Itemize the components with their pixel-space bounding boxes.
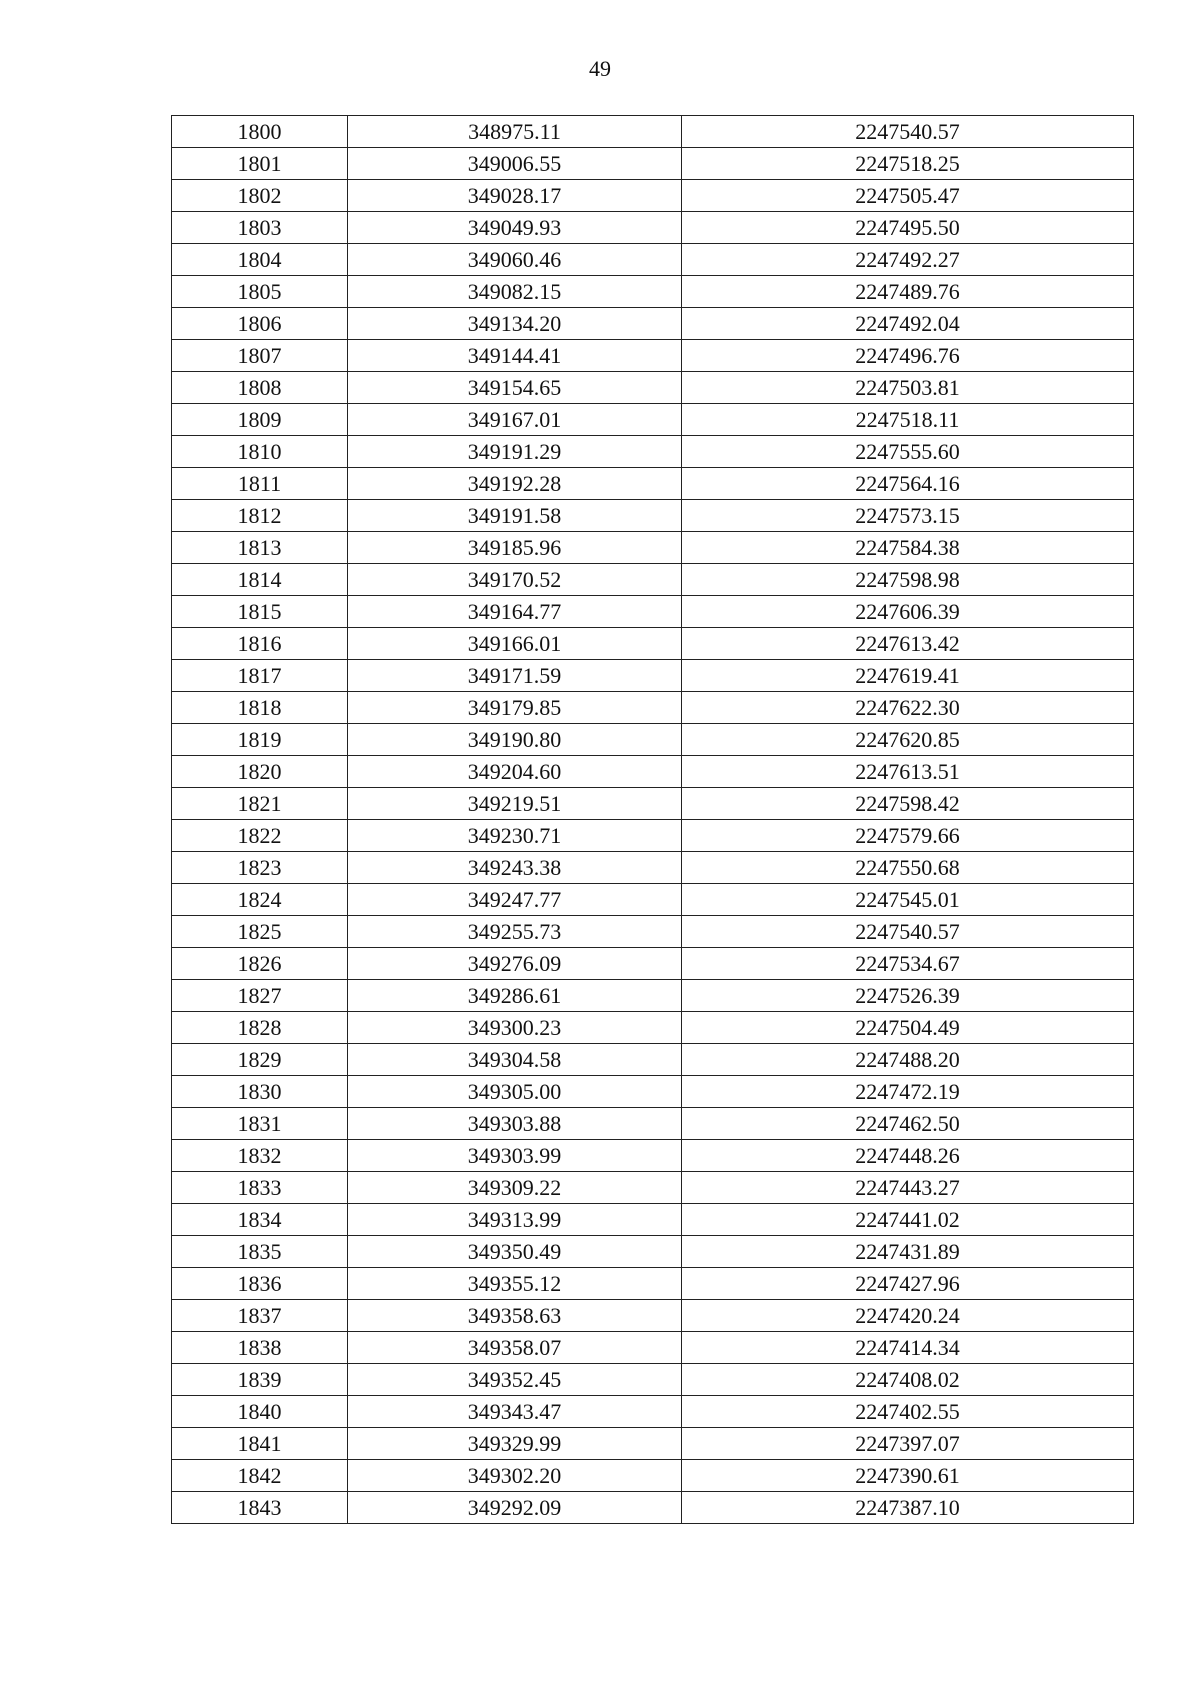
table-row (172, 1300, 1134, 1332)
point-number-cell: 1815 (172, 596, 348, 628)
point-number-cell: 1810 (172, 436, 348, 468)
y-coordinate-cell: 2247540.57 (682, 916, 1134, 948)
x-coordinate-cell: 349302.20 (348, 1460, 682, 1492)
point-number-cell: 1805 (172, 276, 348, 308)
y-coordinate-cell: 2247408.02 (682, 1364, 1134, 1396)
point-number-cell: 1811 (172, 468, 348, 500)
point-number-cell: 1834 (172, 1204, 348, 1236)
table-row (172, 1236, 1134, 1268)
y-coordinate-cell: 2247488.20 (682, 1044, 1134, 1076)
y-coordinate-cell: 2247540.57 (682, 116, 1134, 148)
x-coordinate-cell: 349191.29 (348, 436, 682, 468)
table-row (172, 1332, 1134, 1364)
table-row (172, 788, 1134, 820)
x-coordinate-cell: 349171.59 (348, 660, 682, 692)
y-coordinate-cell: 2247420.24 (682, 1300, 1134, 1332)
table-row (172, 1460, 1134, 1492)
x-coordinate-cell: 349355.12 (348, 1268, 682, 1300)
x-coordinate-cell: 349179.85 (348, 692, 682, 724)
y-coordinate-cell: 2247492.27 (682, 244, 1134, 276)
point-number-cell: 1821 (172, 788, 348, 820)
table-row (172, 276, 1134, 308)
point-number-cell: 1814 (172, 564, 348, 596)
x-coordinate-cell: 349305.00 (348, 1076, 682, 1108)
table-row (172, 1044, 1134, 1076)
y-coordinate-cell: 2247518.25 (682, 148, 1134, 180)
coordinates-table-body (172, 116, 1134, 1524)
x-coordinate-cell: 349191.58 (348, 500, 682, 532)
y-coordinate-cell: 2247606.39 (682, 596, 1134, 628)
table-row (172, 1268, 1134, 1300)
y-coordinate-cell: 2247489.76 (682, 276, 1134, 308)
table-row (172, 660, 1134, 692)
x-coordinate-cell: 349309.22 (348, 1172, 682, 1204)
point-number-cell: 1837 (172, 1300, 348, 1332)
point-number-cell: 1824 (172, 884, 348, 916)
table-row (172, 116, 1134, 148)
table-row (172, 212, 1134, 244)
table-row (172, 1396, 1134, 1428)
x-coordinate-cell: 349286.61 (348, 980, 682, 1012)
table-row (172, 1076, 1134, 1108)
x-coordinate-cell: 349154.65 (348, 372, 682, 404)
y-coordinate-cell: 2247441.02 (682, 1204, 1134, 1236)
point-number-cell: 1828 (172, 1012, 348, 1044)
table-row (172, 148, 1134, 180)
y-coordinate-cell: 2247390.61 (682, 1460, 1134, 1492)
x-coordinate-cell: 349329.99 (348, 1428, 682, 1460)
point-number-cell: 1838 (172, 1332, 348, 1364)
table-row (172, 180, 1134, 212)
table-row (172, 1108, 1134, 1140)
point-number-cell: 1806 (172, 308, 348, 340)
point-number-cell: 1809 (172, 404, 348, 436)
y-coordinate-cell: 2247518.11 (682, 404, 1134, 436)
y-coordinate-cell: 2247526.39 (682, 980, 1134, 1012)
x-coordinate-cell: 349166.01 (348, 628, 682, 660)
table-row (172, 500, 1134, 532)
point-number-cell: 1842 (172, 1460, 348, 1492)
point-number-cell: 1843 (172, 1492, 348, 1524)
y-coordinate-cell: 2247619.41 (682, 660, 1134, 692)
point-number-cell: 1827 (172, 980, 348, 1012)
point-number-cell: 1808 (172, 372, 348, 404)
x-coordinate-cell: 349276.09 (348, 948, 682, 980)
x-coordinate-cell: 349230.71 (348, 820, 682, 852)
y-coordinate-cell: 2247545.01 (682, 884, 1134, 916)
table-row (172, 820, 1134, 852)
table-row (172, 884, 1134, 916)
point-number-cell: 1823 (172, 852, 348, 884)
table-row (172, 628, 1134, 660)
y-coordinate-cell: 2247472.19 (682, 1076, 1134, 1108)
x-coordinate-cell: 349185.96 (348, 532, 682, 564)
point-number-cell: 1817 (172, 660, 348, 692)
table-row (172, 308, 1134, 340)
point-number-cell: 1831 (172, 1108, 348, 1140)
point-number-cell: 1818 (172, 692, 348, 724)
page-number: 49 (589, 56, 611, 81)
y-coordinate-cell: 2247462.50 (682, 1108, 1134, 1140)
point-number-cell: 1801 (172, 148, 348, 180)
table-row (172, 692, 1134, 724)
x-coordinate-cell: 349352.45 (348, 1364, 682, 1396)
point-number-cell: 1816 (172, 628, 348, 660)
y-coordinate-cell: 2247495.50 (682, 212, 1134, 244)
point-number-cell: 1803 (172, 212, 348, 244)
x-coordinate-cell: 349243.38 (348, 852, 682, 884)
point-number-cell: 1829 (172, 1044, 348, 1076)
y-coordinate-cell: 2247492.04 (682, 308, 1134, 340)
table-row (172, 1140, 1134, 1172)
x-coordinate-cell: 348975.11 (348, 116, 682, 148)
y-coordinate-cell: 2247504.49 (682, 1012, 1134, 1044)
x-coordinate-cell: 349292.09 (348, 1492, 682, 1524)
y-coordinate-cell: 2247622.30 (682, 692, 1134, 724)
point-number-cell: 1839 (172, 1364, 348, 1396)
table-row (172, 1492, 1134, 1524)
table-row (172, 596, 1134, 628)
table-row (172, 1012, 1134, 1044)
y-coordinate-cell: 2247503.81 (682, 372, 1134, 404)
table-row (172, 1204, 1134, 1236)
y-coordinate-cell: 2247564.16 (682, 468, 1134, 500)
x-coordinate-cell: 349144.41 (348, 340, 682, 372)
y-coordinate-cell: 2247505.47 (682, 180, 1134, 212)
x-coordinate-cell: 349170.52 (348, 564, 682, 596)
x-coordinate-cell: 349303.99 (348, 1140, 682, 1172)
point-number-cell: 1835 (172, 1236, 348, 1268)
point-number-cell: 1802 (172, 180, 348, 212)
x-coordinate-cell: 349219.51 (348, 788, 682, 820)
y-coordinate-cell: 2247534.67 (682, 948, 1134, 980)
x-coordinate-cell: 349082.15 (348, 276, 682, 308)
x-coordinate-cell: 349358.07 (348, 1332, 682, 1364)
point-number-cell: 1800 (172, 116, 348, 148)
y-coordinate-cell: 2247496.76 (682, 340, 1134, 372)
table-row (172, 948, 1134, 980)
x-coordinate-cell: 349060.46 (348, 244, 682, 276)
table-row (172, 1428, 1134, 1460)
point-number-cell: 1820 (172, 756, 348, 788)
x-coordinate-cell: 349167.01 (348, 404, 682, 436)
y-coordinate-cell: 2247620.85 (682, 724, 1134, 756)
point-number-cell: 1822 (172, 820, 348, 852)
x-coordinate-cell: 349303.88 (348, 1108, 682, 1140)
x-coordinate-cell: 349343.47 (348, 1396, 682, 1428)
point-number-cell: 1830 (172, 1076, 348, 1108)
x-coordinate-cell: 349190.80 (348, 724, 682, 756)
y-coordinate-cell: 2247402.55 (682, 1396, 1134, 1428)
point-number-cell: 1833 (172, 1172, 348, 1204)
point-number-cell: 1841 (172, 1428, 348, 1460)
table-row (172, 724, 1134, 756)
point-number-cell: 1804 (172, 244, 348, 276)
point-number-cell: 1836 (172, 1268, 348, 1300)
table-row (172, 340, 1134, 372)
x-coordinate-cell: 349350.49 (348, 1236, 682, 1268)
table-row (172, 532, 1134, 564)
point-number-cell: 1826 (172, 948, 348, 980)
point-number-cell: 1813 (172, 532, 348, 564)
table-row (172, 404, 1134, 436)
y-coordinate-cell: 2247387.10 (682, 1492, 1134, 1524)
point-number-cell: 1832 (172, 1140, 348, 1172)
point-number-cell: 1812 (172, 500, 348, 532)
y-coordinate-cell: 2247579.66 (682, 820, 1134, 852)
x-coordinate-cell: 349358.63 (348, 1300, 682, 1332)
y-coordinate-cell: 2247443.27 (682, 1172, 1134, 1204)
x-coordinate-cell: 349304.58 (348, 1044, 682, 1076)
x-coordinate-cell: 349192.28 (348, 468, 682, 500)
x-coordinate-cell: 349300.23 (348, 1012, 682, 1044)
table-row (172, 372, 1134, 404)
x-coordinate-cell: 349006.55 (348, 148, 682, 180)
y-coordinate-cell: 2247427.96 (682, 1268, 1134, 1300)
y-coordinate-cell: 2247613.42 (682, 628, 1134, 660)
table-row (172, 852, 1134, 884)
point-number-cell: 1825 (172, 916, 348, 948)
x-coordinate-cell: 349247.77 (348, 884, 682, 916)
x-coordinate-cell: 349164.77 (348, 596, 682, 628)
table-row (172, 436, 1134, 468)
x-coordinate-cell: 349204.60 (348, 756, 682, 788)
table-row (172, 756, 1134, 788)
y-coordinate-cell: 2247573.15 (682, 500, 1134, 532)
y-coordinate-cell: 2247598.98 (682, 564, 1134, 596)
table-row (172, 1364, 1134, 1396)
y-coordinate-cell: 2247550.68 (682, 852, 1134, 884)
y-coordinate-cell: 2247431.89 (682, 1236, 1134, 1268)
y-coordinate-cell: 2247414.34 (682, 1332, 1134, 1364)
x-coordinate-cell: 349313.99 (348, 1204, 682, 1236)
x-coordinate-cell: 349255.73 (348, 916, 682, 948)
point-number-cell: 1807 (172, 340, 348, 372)
x-coordinate-cell: 349049.93 (348, 212, 682, 244)
y-coordinate-cell: 2247448.26 (682, 1140, 1134, 1172)
y-coordinate-cell: 2247584.38 (682, 532, 1134, 564)
table-row (172, 916, 1134, 948)
x-coordinate-cell: 349028.17 (348, 180, 682, 212)
y-coordinate-cell: 2247613.51 (682, 756, 1134, 788)
coordinates-table (171, 115, 1134, 1524)
table-row (172, 468, 1134, 500)
y-coordinate-cell: 2247555.60 (682, 436, 1134, 468)
y-coordinate-cell: 2247598.42 (682, 788, 1134, 820)
point-number-cell: 1840 (172, 1396, 348, 1428)
table-row (172, 244, 1134, 276)
table-row (172, 1172, 1134, 1204)
point-number-cell: 1819 (172, 724, 348, 756)
table-row (172, 564, 1134, 596)
table-row (172, 980, 1134, 1012)
x-coordinate-cell: 349134.20 (348, 308, 682, 340)
y-coordinate-cell: 2247397.07 (682, 1428, 1134, 1460)
